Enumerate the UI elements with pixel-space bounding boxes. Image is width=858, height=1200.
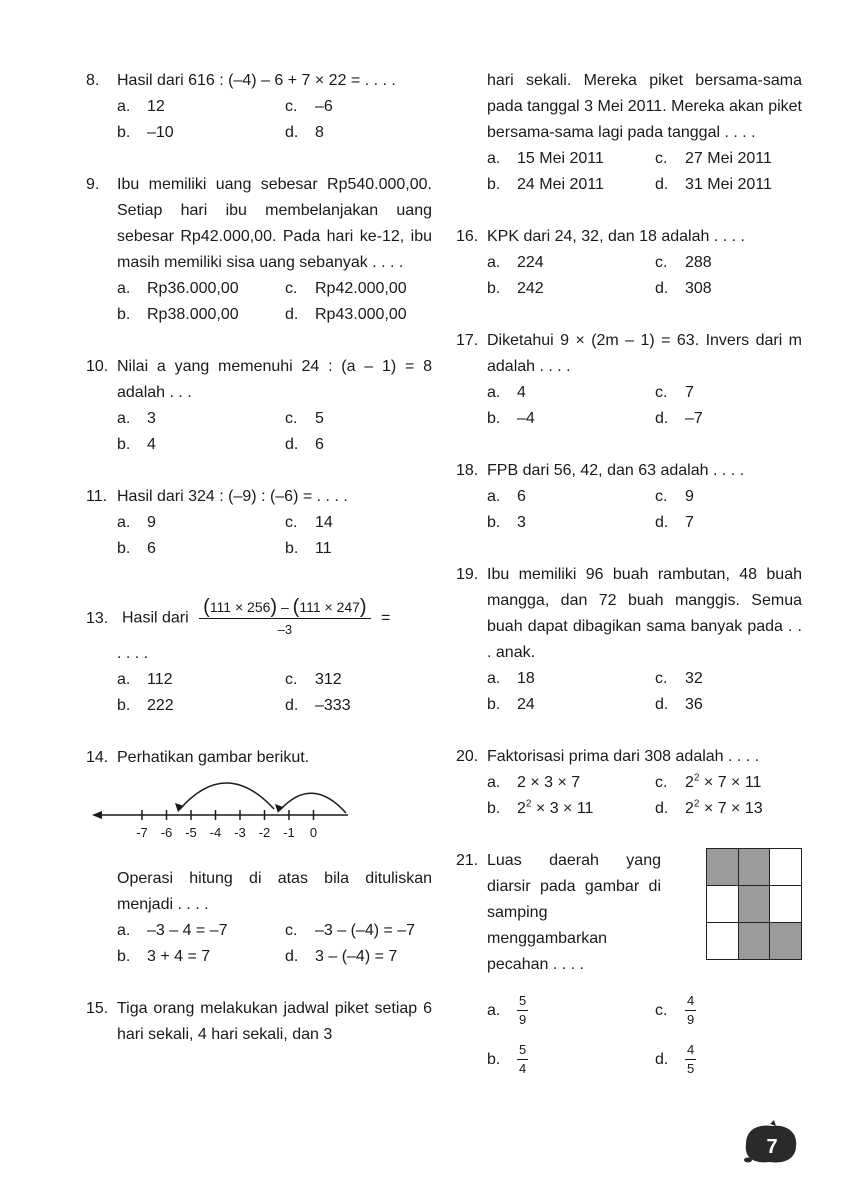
question-8 — [86, 68, 432, 146]
grid-cell-shaded — [738, 886, 770, 923]
question-number: 14. — [86, 749, 109, 766]
options — [487, 666, 802, 718]
option-c: c. 5 — [285, 410, 324, 427]
fraction: $\frac{4}{9}$ — [687, 993, 695, 1027]
option-a: a. 224 — [487, 254, 544, 271]
option-c: c. 32 — [655, 670, 703, 687]
question-text: KPK dari 24, 32, dan 18 adalah . . . . — [487, 228, 745, 245]
option-b: b. –10 — [117, 124, 174, 141]
number-line-label: -7 — [136, 825, 148, 840]
question-13 — [86, 596, 432, 719]
page-number: 7 — [766, 1136, 778, 1158]
question-number: 9. — [86, 176, 100, 193]
question-14 — [86, 745, 432, 970]
question-number: 16. — [456, 228, 479, 245]
option-a: a. 112 — [117, 671, 173, 688]
grid-cell — [770, 849, 802, 886]
grid-cell-shaded — [770, 923, 802, 960]
question-11 — [86, 484, 432, 562]
option-b-second: b. 11 — [285, 540, 332, 557]
question-text: Ibu memiliki uang sebesar Rp540.000,00. Setiap hari ibu membelanjakan uang sebesar Rp42.000,00. Pada hari ke-12, ibu masih memiliki sisa uang sebanyak . . . . — [117, 176, 432, 271]
question-text: Luas daerah yang diarsir pada gambar di samping menggambarkan pecahan . . . . — [487, 852, 661, 973]
grid-cell-shaded — [738, 923, 770, 960]
question-text: Faktorisasi prima dari 308 adalah . . . . — [487, 748, 760, 765]
options — [487, 250, 802, 302]
question-text: Perhatikan gambar berikut. — [117, 749, 310, 766]
option-c: c. 7 — [655, 384, 694, 401]
option-b: b. 222 — [117, 697, 174, 714]
page-number-badge — [740, 1120, 802, 1168]
number-line-label: -3 — [234, 825, 246, 840]
question-21 — [456, 848, 802, 1078]
options — [117, 276, 432, 328]
option-c: c. –6 — [285, 98, 333, 115]
option-b: b. 24 — [487, 696, 535, 713]
option-a: a. 4 — [487, 384, 526, 401]
option-d: d. 3 – (–4) = 7 — [285, 948, 398, 965]
grid-cell — [707, 923, 739, 960]
option-c: c. $2^2 \times 7 \times 11$ — [655, 772, 762, 791]
question-20 — [456, 744, 802, 822]
option-d: d. Rp43.000,00 — [285, 306, 407, 323]
option-d: d. 308 — [655, 280, 712, 297]
expression-fraction: $\frac{(111 \times 256) - (111 \times 247)}{-3}$ — [199, 596, 370, 641]
right-column — [456, 68, 802, 1104]
question-number: 13. — [86, 609, 109, 627]
options — [487, 992, 802, 1078]
option-b: b. –4 — [487, 410, 535, 427]
jump-arc-2 — [180, 783, 274, 809]
question-number: 11. — [86, 488, 108, 505]
option-a: a. 18 — [487, 670, 535, 687]
option-d: d. $\frac{4}{5}$ — [655, 1042, 695, 1076]
number-line-label: -6 — [160, 825, 173, 840]
option-a: a. 9 — [117, 514, 156, 531]
number-line-diagram — [90, 779, 350, 841]
question-16 — [456, 224, 802, 302]
option-d: d. 7 — [655, 514, 694, 531]
options — [487, 484, 802, 536]
option-b: b. 4 — [117, 436, 156, 453]
number-line-label: -1 — [283, 825, 295, 840]
option-a: a. 15 Mei 2011 — [487, 150, 604, 167]
question-19 — [456, 562, 802, 718]
option-d: d. 36 — [655, 696, 703, 713]
option-c: c. 288 — [655, 254, 712, 271]
fraction: $\frac{5}{4}$ — [519, 1042, 527, 1076]
option-c: c. 312 — [285, 671, 342, 688]
fraction: $\frac{5}{9}$ — [519, 993, 527, 1027]
option-a: a. 3 — [117, 410, 156, 427]
option-b: b. 3 + 4 = 7 — [117, 948, 211, 965]
grid-cell — [707, 886, 739, 923]
grid-cell-shaded — [738, 849, 770, 886]
number-line-label: -5 — [185, 825, 197, 840]
question-15-continued — [456, 68, 802, 198]
number-line-label: -2 — [258, 825, 271, 840]
number-line-label: 0 — [309, 825, 318, 840]
option-a: a. Rp36.000,00 — [117, 280, 239, 297]
option-d: d. 6 — [285, 436, 324, 453]
number-line-label: -4 — [209, 825, 222, 840]
grid-cell-shaded — [707, 849, 739, 886]
left-column — [86, 68, 432, 1074]
shaded-grid-figure — [706, 848, 802, 960]
options — [487, 146, 802, 198]
question-text: FPB dari 56, 42, dan 63 adalah . . . . — [487, 462, 745, 479]
options — [487, 380, 802, 432]
question-number: 18. — [456, 462, 479, 479]
option-d: d. 31 Mei 2011 — [655, 176, 772, 193]
question-text: Ibu memiliki 96 buah rambutan, 48 buah mangga, dan 72 buah manggis. Semua buah dapat dibagikan sama banyak pada . . . anak. — [487, 566, 802, 661]
option-d: d. $2^2 \times 7 \times 13$ — [655, 798, 763, 817]
option-d: d. –7 — [655, 410, 703, 427]
option-c: c. –3 – (–4) = –7 — [285, 922, 416, 939]
option-c: c. 9 — [655, 488, 694, 505]
question-text: Hasil dari 616 : (–4) – 6 + 7 × 22 = . . . . — [117, 72, 396, 89]
question-text: Diketahui 9 × (2m – 1) = 63. Invers dari m adalah . . . . — [487, 332, 802, 375]
option-b: b. 24 Mei 2011 — [487, 176, 604, 193]
option-b: b. $2^2 \times 3 \times 11$ — [487, 798, 594, 817]
question-number: 17. — [456, 332, 479, 349]
option-a: a. –3 – 4 = –7 — [117, 922, 228, 939]
options — [117, 667, 432, 719]
option-a: a. 2 × 3 × 7 — [487, 774, 581, 791]
question-text: Hasil dari $\frac{(111 \times 256) - (111 \times 247)}{-3}$ = — [122, 596, 390, 641]
question-15 — [86, 996, 432, 1048]
question-number: 10. — [86, 358, 109, 375]
question-9 — [86, 172, 432, 328]
options — [117, 918, 432, 970]
question-17 — [456, 328, 802, 432]
fraction: $\frac{4}{5}$ — [687, 1042, 695, 1076]
question-followup: Operasi hitung di atas bila dituliskan menjadi . . . . — [117, 870, 432, 913]
question-number: 19. — [456, 566, 479, 583]
options — [117, 406, 432, 458]
option-a: a. 6 — [487, 488, 526, 505]
option-b: b. 242 — [487, 280, 544, 297]
option-b: b. 3 — [487, 514, 526, 531]
question-number: 15. — [86, 1000, 109, 1017]
option-b: b. 6 — [117, 540, 156, 557]
question-dots: . . . . — [117, 645, 149, 662]
option-b: b. Rp38.000,00 — [117, 306, 239, 323]
question-text: hari sekali. Mereka piket bersama-sama pada tanggal 3 Mei 2011. Mereka akan piket bersama-sama lagi pada tanggal . . . . — [487, 72, 802, 141]
option-a: a. $\frac{5}{9}$ — [487, 993, 527, 1027]
question-18 — [456, 458, 802, 536]
page-badge-splash — [744, 1158, 752, 1163]
number-line-arrowhead — [92, 811, 102, 819]
question-number: 20. — [456, 748, 479, 765]
question-number: 21. — [456, 852, 479, 869]
question-number: 8. — [86, 72, 100, 89]
option-d: d. 8 — [285, 124, 324, 141]
grid-cell — [770, 886, 802, 923]
option-b: b. $\frac{5}{4}$ — [487, 1042, 527, 1076]
jump-arc-2-arrowhead — [175, 803, 184, 812]
options — [117, 510, 432, 562]
option-c: c. 14 — [285, 514, 333, 531]
question-10 — [86, 354, 432, 458]
question-text: Tiga orang melakukan jadwal piket setiap 6 hari sekali, 4 hari sekali, dan 3 — [117, 1000, 432, 1043]
options — [487, 770, 802, 822]
option-c: c. Rp42.000,00 — [285, 280, 407, 297]
option-d: d. –333 — [285, 697, 351, 714]
question-text: Nilai a yang memenuhi 24 : (a – 1) = 8 adalah . . . — [117, 358, 432, 401]
option-c: c. $\frac{4}{9}$ — [655, 993, 695, 1027]
option-a: a. 12 — [117, 98, 165, 115]
option-c: c. 27 Mei 2011 — [655, 150, 772, 167]
question-text: Hasil dari 324 : (–9) : (–6) = . . . . — [117, 488, 348, 505]
page-badge-splash — [770, 1120, 776, 1126]
options — [117, 94, 432, 146]
